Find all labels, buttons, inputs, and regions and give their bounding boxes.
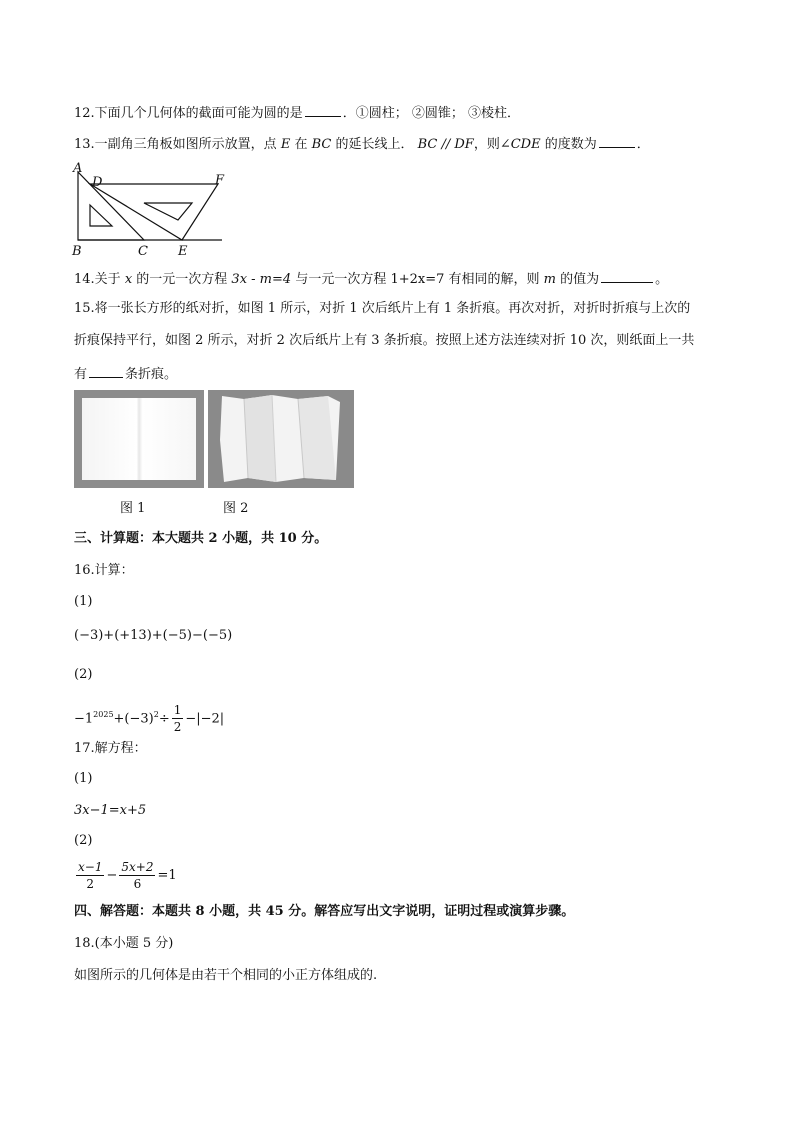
- folded-paper: [208, 390, 354, 488]
- question-16-part-2-label: (2): [74, 667, 93, 682]
- answer-blank-15: [89, 363, 123, 378]
- question-16-part-1-label: (1): [74, 594, 93, 609]
- question-15-line-1: 15.将一张长方形的纸对折，如图 1 所示，对折 1 次后纸片上有 1 条折痕。再次对折，对折时折痕与上次的: [74, 301, 691, 316]
- section-4-heading: 四、解答题：本题共 8 小题，共 45 分。解答应写出文字说明，证明过程或演算步骤。: [74, 904, 575, 919]
- question-12: 12.下面几个几何体的截面可能为圆的是 ．①圆柱； ②圆锥； ③棱柱．: [74, 102, 520, 124]
- label-f: F: [215, 173, 225, 188]
- question-13: 13.一副角三角板如图所示放置，点 E 在 BC 的延长线上． BC // DF，则∠CDE 的度数为 ．: [74, 133, 650, 155]
- answer-blank-13: [599, 133, 635, 148]
- triangle-dfe: [90, 184, 218, 240]
- question-18-text: 如图所示的几何体是由若干个相同的小正方体组成的.: [74, 968, 378, 983]
- question-15-line-2: 折痕保持平行，如图 2 所示，对折 2 次后纸片上有 3 条折痕。按照上述方法连续对折 10 次，则纸面上一共: [74, 333, 695, 348]
- answer-blank-14: [601, 268, 653, 283]
- label-c: C: [138, 244, 148, 259]
- question-16-expression-1: (−3)+(+13)+(−5)−(−5): [74, 628, 233, 643]
- question-17-part-1-label: (1): [74, 771, 93, 786]
- fraction-one-half: $\frac{1}{2}$: [173, 703, 182, 735]
- figure-2-caption: 图 2: [223, 501, 249, 516]
- question-17-equation-2: $\frac{x-1}{2}$ − $\frac{5x+2}{6}$ =1: [78, 860, 177, 891]
- figure-1-caption: 图 1: [120, 501, 146, 516]
- question-17-part-2-label: (2): [74, 833, 93, 848]
- question-17-title: 17.解方程：: [74, 741, 147, 756]
- question-14: 14.关于 x 的一元一次方程 3x - m=4 与一元一次方程 1+2x=7 有相同的解，则 m 的值为 。: [74, 268, 668, 290]
- fraction-5x-plus-2-over-6: $\frac{5x+2}{6}$: [121, 860, 154, 891]
- inner-triangle-right: [144, 203, 192, 220]
- question-16-title: 16.计算：: [74, 563, 134, 578]
- triangle-figure: [70, 160, 240, 260]
- question-15-line-3: 有 条折痕。: [74, 363, 177, 385]
- label-a: A: [73, 161, 83, 176]
- question-16-expression-2: $-1^{2025}+(-3)^2\div$ $\frac{1}{2}$ −|−2|: [74, 703, 225, 735]
- answer-blank-12: [305, 102, 341, 117]
- fraction-x-minus-1-over-2: $\frac{x-1}{2}$: [78, 860, 103, 891]
- figure-1-photo: [74, 390, 204, 488]
- label-e: E: [178, 244, 188, 259]
- paper-sheet: [82, 398, 196, 480]
- figure-2-photo: [208, 390, 354, 488]
- label-d: D: [92, 175, 103, 190]
- triangle-abc: [78, 172, 144, 240]
- question-17-equation-1: 3x−1=x+5: [74, 803, 147, 818]
- inner-triangle-left: [90, 205, 112, 226]
- section-3-heading: 三、计算题：本大题共 2 小题，共 10 分。: [74, 531, 328, 546]
- label-b: B: [72, 244, 82, 259]
- question-18-title: 18.(本小题 5 分): [74, 936, 174, 951]
